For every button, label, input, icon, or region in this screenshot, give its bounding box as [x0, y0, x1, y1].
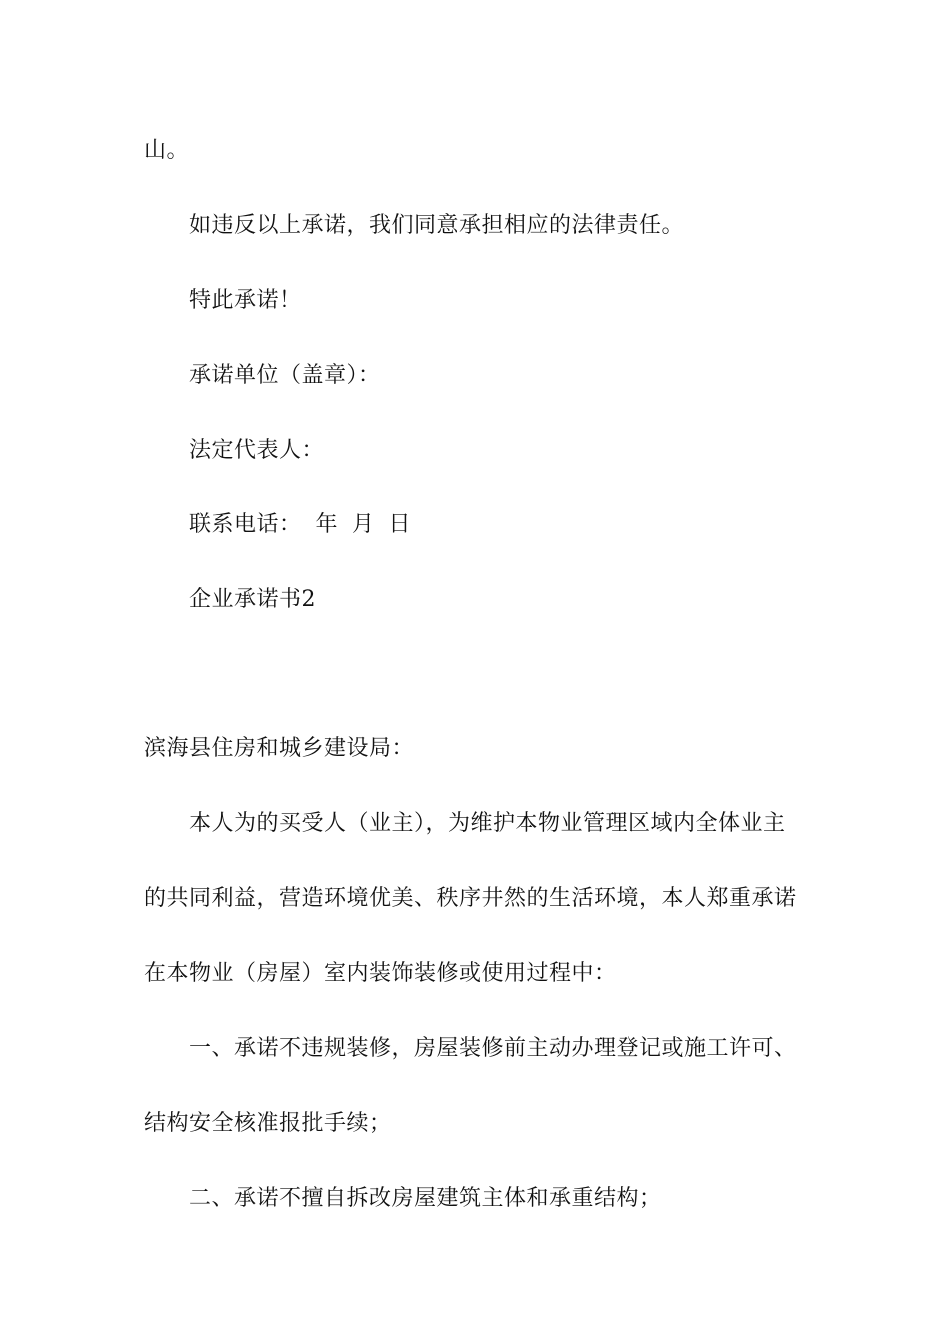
text-line-item-1-cont: 结构安全核准报批手续； [144, 1111, 392, 1136]
text-line-contact-phone-date [189, 510, 411, 540]
text-line-item-2: 二、承诺不擅自拆改房屋建筑主体和承重结构； [189, 1186, 662, 1211]
text-line-body-1: 本人为的买受人（业主），为维护本物业管理区域内全体业主 [189, 811, 786, 836]
date-day: 日 [388, 512, 412, 537]
text-line-legal-representative: 法定代表人： [189, 438, 325, 463]
contact-phone-label: 联系电话： [189, 512, 302, 537]
text-line-body-3: 在本物业（房屋）室内装饰装修或使用过程中： [144, 961, 617, 986]
date-year: 年 [315, 512, 339, 537]
text-line-liability: 如违反以上承诺，我们同意承担相应的法律责任。 [189, 213, 685, 238]
addressee: 滨海县住房和城乡建设局： [144, 736, 415, 761]
date-month: 月 [352, 512, 375, 537]
text-line-hereby-promise: 特此承诺！ [189, 288, 302, 313]
text-line-item-1: 一、承诺不违规装修，房屋装修前主动办理登记或施工许可、 [189, 1036, 797, 1061]
section-heading: 企业承诺书2 [189, 587, 316, 612]
text-line-continuation: 山。 [144, 138, 190, 163]
text-line-promising-unit: 承诺单位（盖章）： [189, 363, 381, 388]
text-line-body-2: 的共同利益，营造环境优美、秩序井然的生活环境，本人郑重承诺 [144, 886, 797, 911]
